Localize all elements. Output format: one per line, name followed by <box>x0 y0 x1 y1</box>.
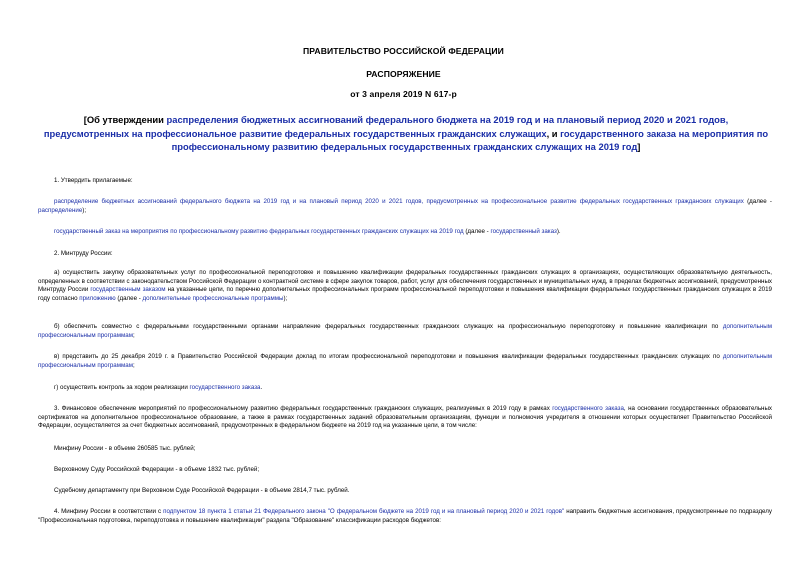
paragraph-2a <box>38 269 772 303</box>
p6-a: б) обеспечить совместно с федеральными государственными органами направление федеральных государственных гражданских служащих на профессиональную переподготовку и повышение квалификации по <box>54 323 723 330</box>
p3-tail-b: ). <box>556 228 561 235</box>
paragraph-judicial-dept: Судебному департаменту при Верховном Суде Российской Федерации - в объеме 2814,7 тыс. рублей. <box>54 487 350 494</box>
link-federal-law[interactable]: подпунктом 18 пункта 1 статьи 21 Федерального закона "О федеральном бюджете на 2019 год и на плановый период 2020 и 2021 годов" <box>163 508 565 515</box>
title-link-distribution[interactable]: распределения бюджетных ассигнований федерального бюджета на 2019 год и на плановый период 2020 и 2021 годов, предусмотренных на профессиональное развитие федеральных государственных гражданских служащих <box>43 114 729 139</box>
link-additional-programs-2[interactable]: дополнительным профессиональным программам <box>38 323 772 339</box>
link-state-order[interactable]: государственный заказ на мероприятия по профессиональному развитию федеральных государственных гражданских служащих на 2019 год <box>54 228 464 235</box>
date-number-heading: от 3 апреля 2019 N 617-р <box>350 89 457 99</box>
link-state-order-instr[interactable]: государственным заказом <box>90 286 166 294</box>
title-open: [Об утверждении <box>83 114 167 125</box>
p5-a: а) осуществить закупку образовательных услуг по профессиональной переподготовке и повышению квалификации федеральных государственных гражданских служащих в организациях, осуществляющих образовательную деятельность, определенных в соответствии с законодательством Российской Федерации о контрактной системе в сфере закупок товаров, работ, услуг для обеспечения государственных и муниципальных нужд, в пределах бюджетных ассигнований, предусмотренных Минтруду России <box>38 269 772 294</box>
paragraph-1: 1. Утвердить прилагаемые: <box>54 177 133 184</box>
paragraph-2v <box>38 353 772 370</box>
p13-b: направить бюджетные ассигнования, предусмотренные по подразделу "Профессиональная подготовка, переподготовка и повышение квалификации" раздела "Образование" классификации расходов бюджетов: <box>38 508 772 524</box>
link-state-order-control[interactable]: государственного заказа <box>189 384 261 391</box>
paragraph-supreme-court: Верховному Суду Российской Федерации - в объеме 1832 тыс. рублей; <box>54 466 260 473</box>
p9-b: , на основании государственных образовательных сертификатов на дополнительное профессиональное образование, а также в рамках государственных заданий образовательным организациям, функции и полномочия учредителя в отношении которых осуществляет Правительство Российской Федерации, осуществляется за счет бюджетных ассигнований, предусмотренных в федеральном бюджете на 2019 год на указанные цели, в том числе: <box>38 405 772 430</box>
paragraph-2: 2. Минтруду России: <box>54 250 113 257</box>
link-additional-programs-3[interactable]: дополнительным профессиональным программам <box>38 353 772 369</box>
link-distribution-short[interactable]: распределение <box>38 206 83 214</box>
title-mid: , и <box>546 127 561 139</box>
paragraph-3 <box>38 405 772 431</box>
title-close: ] <box>637 141 641 152</box>
p8-b: . <box>260 384 263 391</box>
p2-tail-b: ); <box>82 206 87 214</box>
paragraph-minfin: Минфину России - в объеме 260585 тыс. рублей; <box>54 445 196 452</box>
p6-b: ; <box>132 331 135 339</box>
paragraph-2g <box>38 384 772 393</box>
paragraph-approve-distribution <box>38 198 772 215</box>
p8-a: г) осуществить контроль за ходом реализации <box>54 384 190 391</box>
p7-b: ; <box>132 361 135 369</box>
paragraph-approve-state-order <box>38 228 772 237</box>
p5-b: на указанные цели, по перечню дополнительных профессиональных программ профессиональной переподготовки и повышения квалификации федеральных государственных гражданских служащих в 2019 году согласно <box>38 286 772 302</box>
link-distribution[interactable]: распределение бюджетных ассигнований федерального бюджета на 2019 год и на плановый период 2020 и 2021 годов, предусмотренных на профессиональное развитие федеральных государственных гражданских служащих <box>54 198 744 205</box>
document-title <box>40 113 772 154</box>
p7-a: в) представить до 25 декабря 2019 г. в Правительство Российской Федерации доклад по итогам профессиональной переподготовки и повышения квалификации федеральных государственных гражданских служащих по <box>54 353 723 360</box>
p13-a: 4. Минфину России в соответствии с <box>54 508 164 515</box>
p2-tail-a: (далее - <box>743 198 772 205</box>
title-link-state-order[interactable]: государственного заказа на мероприятия по профессиональному развитию федеральных государственных гражданских служащих на 2019 год <box>171 127 769 152</box>
government-heading: ПРАВИТЕЛЬСТВО РОССИЙСКОЙ ФЕДЕРАЦИИ <box>303 46 504 56</box>
link-state-order-short[interactable]: государственный заказ <box>490 228 557 235</box>
p5-c: (далее - <box>115 294 143 302</box>
link-state-order-finance[interactable]: государственного заказа <box>552 405 624 412</box>
paragraph-4 <box>38 508 772 525</box>
p9-a: 3. Финансовое обеспечение мероприятий по профессиональному развитию федеральных государственных гражданских служащих, реализуемых в 2019 году в рамках <box>54 405 553 412</box>
document-type-heading: РАСПОРЯЖЕНИЕ <box>366 69 441 79</box>
p3-tail-a: (далее - <box>463 228 491 235</box>
paragraph-2b <box>38 323 772 340</box>
p5-d: ); <box>283 294 288 302</box>
link-appendix[interactable]: приложению <box>79 294 116 302</box>
link-additional-programs[interactable]: дополнительные профессиональные программы <box>142 294 284 302</box>
